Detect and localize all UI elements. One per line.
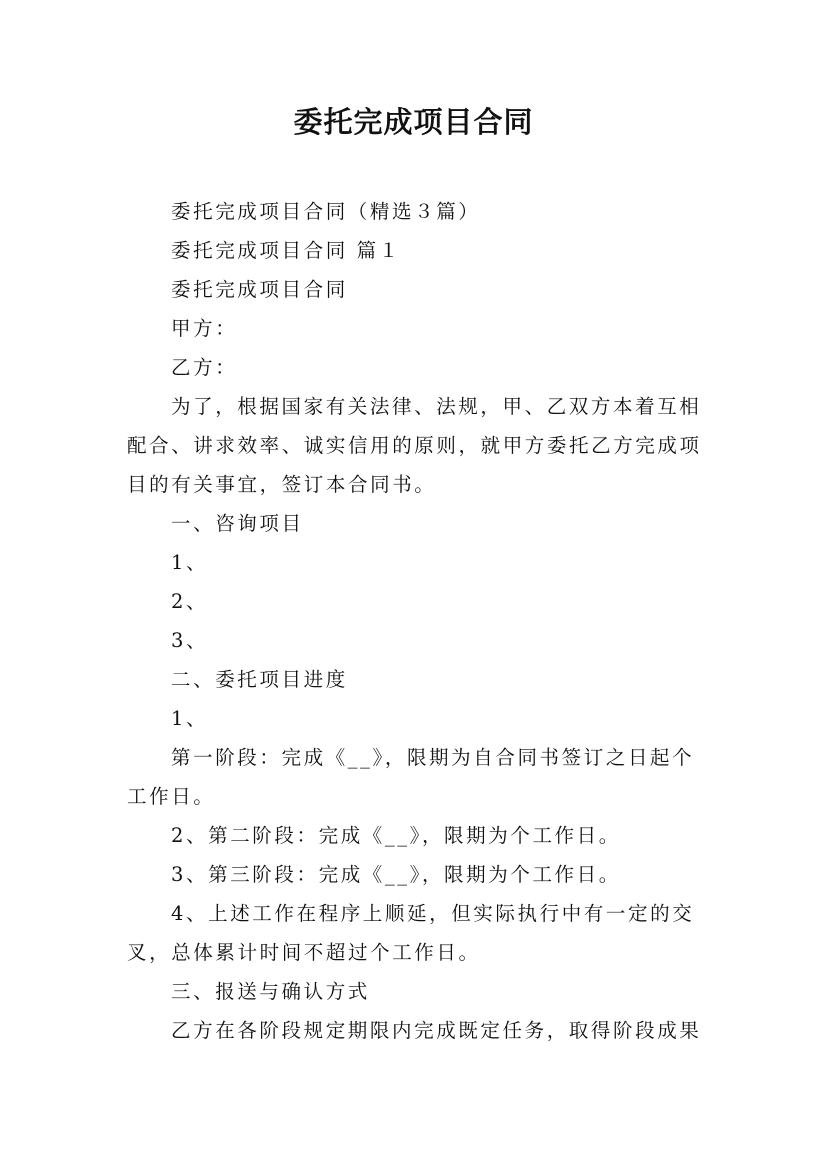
paragraph-section-heading [127, 231, 703, 270]
text-line: 委托完成项目合同（精选３篇） [171, 200, 481, 223]
paragraph-contract-name [127, 270, 703, 309]
text-line: 乙方： [171, 356, 238, 379]
paragraph-item [127, 621, 703, 660]
paragraph-schedule-note [127, 894, 703, 972]
text-line: 2、第二阶段：完成《__》，限期为个工作日。 [171, 824, 621, 847]
paragraph-item [127, 543, 703, 582]
paragraph-subtitle [127, 192, 703, 231]
paragraph-stage-3 [127, 855, 703, 894]
text-line: 3、 [171, 629, 209, 652]
paragraph-clause-heading-1 [127, 504, 703, 543]
paragraph-stage-2 [127, 816, 703, 855]
text-line: 第一阶段：完成《__》，限期为自合同书签订之日起个 [171, 746, 695, 769]
text-line: 工作日。 [127, 785, 216, 808]
text-line: 委托完成项目合同 篇１ [171, 239, 401, 262]
text-line: 委托完成项目合同 [171, 278, 348, 301]
paragraph-item [127, 582, 703, 621]
paragraph-submission [127, 1011, 703, 1050]
paragraph-clause-heading-2 [127, 660, 703, 699]
text-line: 三、报送与确认方式 [171, 980, 370, 1003]
paragraph-clause-heading-3 [127, 972, 703, 1011]
text-line: 4、上述工作在程序上顺延，但实际执行中有一定的交 [171, 902, 695, 925]
paragraph-item [127, 699, 703, 738]
text-line: 一、咨询项目 [171, 512, 304, 535]
text-line: 1、 [171, 707, 209, 730]
text-line: 为了，根据国家有关法律、法规，甲、乙双方本着互相 [171, 395, 702, 418]
document-body [127, 192, 703, 1050]
paragraph-party-a [127, 309, 703, 348]
paragraph-stage-1 [127, 738, 703, 816]
text-line: 2、 [171, 590, 209, 613]
text-line: 叉，总体累计时间不超过个工作日。 [127, 941, 481, 964]
text-line: 甲方： [171, 317, 238, 340]
text-line: 配合、讲求效率、诚实信用的原则，就甲方委托乙方完成项 [127, 434, 702, 457]
text-line: 1、 [171, 551, 209, 574]
paragraph-party-b [127, 348, 703, 387]
text-line: 3、第三阶段：完成《__》，限期为个工作日。 [171, 863, 621, 886]
text-line: 目的有关事宜，签订本合同书。 [127, 473, 437, 496]
text-line: 二、委托项目进度 [171, 668, 348, 691]
document-title: 委托完成项目合同 [293, 105, 534, 139]
paragraph-preamble [127, 387, 703, 504]
text-line: 乙方在各阶段规定期限内完成既定任务，取得阶段成果 [171, 1019, 702, 1042]
